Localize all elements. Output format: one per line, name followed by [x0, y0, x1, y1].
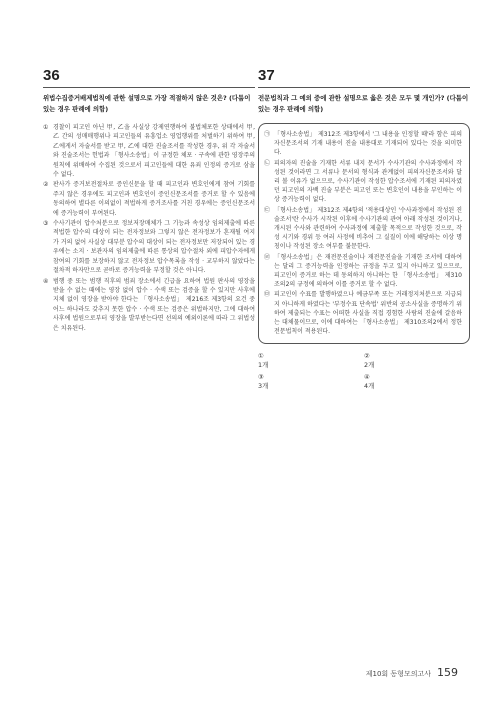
statement-marker: ㉣ [264, 253, 271, 261]
answer-marker: ① [258, 352, 264, 361]
statement-marker: ㉡ [264, 159, 271, 167]
choice-marker: ① [43, 124, 49, 131]
statement-text: 「형사소송법」은 재전문진술이나 재전문진술을 기재한 조서에 대하여는 달리 그 증거능력을 인정하는 규정을 두고 있지 아니하고 있으므로, 피고인이 증거로 하는 데 동의하지 아니하는 한 「형사소송법」 제310조의2의 규정에 의하여 이를 증거로 할 수 없다. [274, 253, 462, 289]
answer-option-3[interactable] [258, 373, 364, 390]
question-divider [43, 87, 255, 88]
choice-text: 수사기관이 압수처분으로 정보저장매체가 그 기능과 속성상 임의제출에 따른 적법한 압수의 대상이 되는 전자정보와 그렇지 않은 전자정보가 혼재될 여지가 거의 없어 사실상 대부분 압수의 대상이 되는 전자정보만 저장되어 있는 경우에는 소지 · 보관자의 임의제출에 따른 통상의 압수절차 외에 피압수자에게 참여의 기회를 보장하지 않고 전자정보 압수목록을 작성 · 교부하지 않았다는 절차적 하자만으로 곧바로 증거능력을 부정할 것은 아니다. [53, 220, 255, 275]
statement-text: 「형사소송법」 제312조 제4항의 '적용대상인 '수사과정에서 작성된 진술조서'란 수사가 시작된 이후에 수사기관의 관여 아래 작성된 것이거나, 개시된 수사와 관련하여 수사과정에 제출할 목적으로 작성한 것으로, 작성 시기와 경위 등 여러 사정에 비추어 그 실질이 이에 해당하는 이상 명칭이나 작성된 장소 여부를 불문한다. [274, 206, 462, 251]
question-stem: 전문법칙과 그 예외 중에 관한 설명으로 옳은 것은 모두 몇 개인가? (다툼이 있는 경우 판례에 의함) [258, 94, 469, 113]
answer-option-2[interactable] [364, 352, 470, 369]
answer-text: 2개 [364, 361, 375, 370]
question-stem: 위법수집증거배제법칙에 관한 설명으로 가장 적절하지 않은 것은? (다툼이 있는 경우 판례에 의함) [43, 94, 251, 113]
choice-text: 범행 중 또는 범행 직후의 범죄 장소에서 긴급을 요하여 법원 판사의 영장을 받을 수 없는 때에는 영장 없이 압수 · 수색 또는 검증을 할 수 있지만 사후에 지체 없이 영장을 받아야 한다는 「형사소송법」 제216조 제3항의 요건 중 어느 하나라도 갖추지 못한 압수 · 수색 또는 검증은 위법하지만, 그에 대하여 사후에 법원으로부터 영장을 발부받는다면 선의의 예외이론에 따라 그 위법성은 치유된다. [53, 277, 255, 332]
question-divider [258, 87, 470, 88]
answer-marker: ② [364, 352, 370, 361]
question-36 [43, 68, 255, 334]
statement-item [264, 253, 462, 290]
statement-item [264, 290, 462, 336]
statement-marker: ㉤ [264, 291, 271, 299]
statement-item [264, 130, 462, 158]
answer-option-4[interactable] [364, 373, 470, 390]
page-number: 159 [437, 666, 458, 679]
answer-text: 4개 [364, 382, 375, 391]
question-number: 36 [43, 67, 60, 84]
statement-text: 피의자의 진술을 기재한 서류 내지 문서가 수사기관의 수사과정에서 작성된 것이라면 그 서류나 문서의 형식과 관계없이 피의자신문조서와 달리 볼 이유가 없으므로, 수사기관이 작성한 압수조서에 기재된 피의자였던 피고인의 자백 진술 부분은 피고인 또는 변호인이 내용을 부인하는 이상 증거능력이 없다. [274, 159, 462, 204]
statement-text: 피고인이 수표를 발행하였으나 예금부족 또는 거래정지처분으로 지급되지 아니하게 하였다는 '부정수표 단속법' 위반의 공소사실을 증명하기 위하여 제출되는 수표는 어떠한 사실을 직접 경험한 사람의 진술에 갈음하는 대체물이므로, 이에 대하여는 「형사소송법」 제310조의2에서 정한 전문법칙이 적용된다. [274, 291, 462, 336]
page-footer [366, 666, 458, 679]
question-number: 37 [258, 67, 275, 84]
choice-text: 판사가 증거보전절차로 증인신문을 할 때 피고인과 변호인에게 참여 기회를 주지 않은 경우에도 피고인과 변호인이 증인신문조서를 증거로 할 수 있음에 동의하여 별다른 이의없이 적법하게 증거조사를 거친 경우에는 증인신문조서에 증거능력이 부여된다. [53, 181, 255, 217]
choice-3[interactable] [43, 219, 255, 275]
answer-text: 3개 [258, 382, 269, 391]
statement-item [264, 159, 462, 205]
choice-marker: ② [43, 181, 49, 189]
statement-box [258, 123, 470, 344]
choice-2[interactable] [43, 180, 255, 218]
statement-marker: ㉢ [264, 206, 271, 214]
choice-marker: ④ [43, 277, 49, 285]
answer-options [258, 352, 470, 390]
answer-marker: ③ [258, 373, 264, 382]
statement-item [264, 206, 462, 252]
choice-4[interactable] [43, 277, 255, 333]
answer-marker: ④ [364, 373, 370, 382]
answer-text: 1개 [258, 361, 269, 370]
statement-marker: ㉠ [264, 131, 271, 138]
choice-1[interactable] [43, 123, 255, 179]
choice-marker: ③ [43, 220, 49, 228]
statement-text: 「형사소송법」 제312조 제3항에서 '그 내용을 인정할 때'라 함은 피의자신문조서의 기재 내용이 진술 내용대로 기재되어 있다는 것을 의미한다. [274, 131, 462, 157]
choice-text: 경찰이 피고인 아닌 甲, 乙을 사실상 강제연행하여 불법체포한 상태에서 甲, 乙 간의 성매매행위나 피고인들의 유흥업소 영업행위를 처벌하기 위하여 甲, 乙에게서 자술서를 받고 甲, 乙에 대한 진술조서를 작성한 경우, 위 각 자술서와 진술조서는 헌법과 「형사소송법」이 규정한 체포 · 구속에 관한 영장주의 원칙에 위배하여 수집된 것으로서 피고인들에 대한 유죄 인정의 증거로 삼을 수 없다. [53, 124, 255, 179]
question-37 [258, 68, 470, 390]
answer-option-1[interactable] [258, 352, 364, 369]
footer-label: 제10회 동형모의고사 [365, 670, 431, 678]
choice-list [43, 123, 255, 333]
